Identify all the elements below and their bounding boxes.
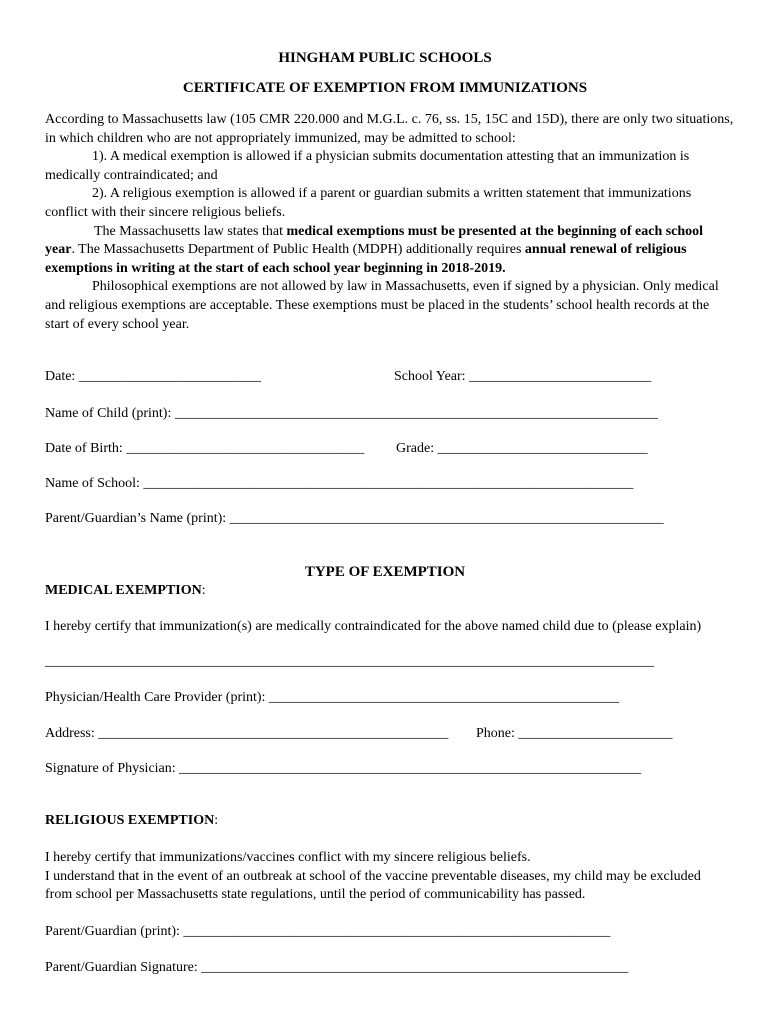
provider-name-field[interactable]: Physician/Health Care Provider (print): __________________________________________________ [45,690,619,705]
intro-text [45,111,735,334]
address-field[interactable]: Address: __________________________________________________ [45,726,449,741]
child-name-field[interactable]: Name of Child (print): _____________________________________________________________________ [45,406,658,421]
annual-requirement-paragraph: The Massachusetts law states that medical exemptions must be presented at the beginning of each school year. The Massachusetts Department of Public Health (MDPH) additionally requires annual renewal of religious exemptions in writing at the start of each school year beginning in 2018-2019. [45,223,704,276]
medical-exemption-heading: MEDICAL EXEMPTION: [45,583,206,598]
date-field[interactable]: Date: __________________________ [45,369,261,384]
school-year-field[interactable]: School Year: __________________________ [394,369,652,384]
religious-exemption-rule: 2). A religious exemption is allowed if a parent or guardian submits a written statement that immunizations conflict with their sincere religious beliefs. [45,186,692,220]
guardian-name-field[interactable]: Parent/Guardian’s Name (print): ______________________________________________________________ [45,511,664,526]
medical-statement: I hereby certify that immunization(s) are medically contraindicated for the above named child due to (please explain) [45,619,702,634]
medical-explanation-line[interactable]: _______________________________________________________________________________________ [45,654,654,669]
school-name: HINGHAM PUBLIC SCHOOLS [278,50,492,66]
medical-exemption-rule: 1). A medical exemption is allowed if a physician submits documentation attesting that an immunization is medically contraindicated; and [45,149,690,183]
form-title: CERTIFICATE OF EXEMPTION FROM IMMUNIZATIONS [182,80,588,96]
intro-paragraph: According to Massachusetts law (105 CMR 220.000 and M.G.L. c. 76, ss. 15, 15C and 15D), there are only two situations, in which children who are not appropriately immunized, may be admitted to school: [45,112,734,146]
guardian-print-field[interactable]: Parent/Guardian (print): _____________________________________________________________ [45,924,611,939]
school-name-field[interactable]: Name of School: ______________________________________________________________________ [45,476,634,491]
religious-certify-line: I hereby certify that immunizations/vaccines conflict with my sincere religious beliefs. [45,850,531,865]
grade-field[interactable]: Grade: ______________________________ [396,441,648,456]
type-of-exemption-heading: TYPE OF EXEMPTION [304,564,466,580]
religious-exemption-heading: RELIGIOUS EXEMPTION: [45,813,219,828]
religious-outbreak-line: I understand that in the event of an outbreak at school of the vaccine preventable diseases, my child may be excluded from school per Massachusetts state regulations, until the period of communicability has passed. [45,868,701,903]
phone-field[interactable]: Phone: ______________________ [476,726,673,741]
philosophical-exemption-paragraph: Philosophical exemptions are not allowed by law in Massachusetts, even if signed by a physician. Only medical and religious exemptions are acceptable. These exemptions must be placed in the students’ school health records at the start of every school year. [45,279,719,332]
guardian-signature-field[interactable]: Parent/Guardian Signature: _____________________________________________________________ [45,960,629,975]
religious-statement [45,849,725,905]
date-of-birth-field[interactable]: Date of Birth: __________________________________ [45,441,365,456]
physician-signature-field[interactable]: Signature of Physician: __________________________________________________________________ [45,761,642,776]
